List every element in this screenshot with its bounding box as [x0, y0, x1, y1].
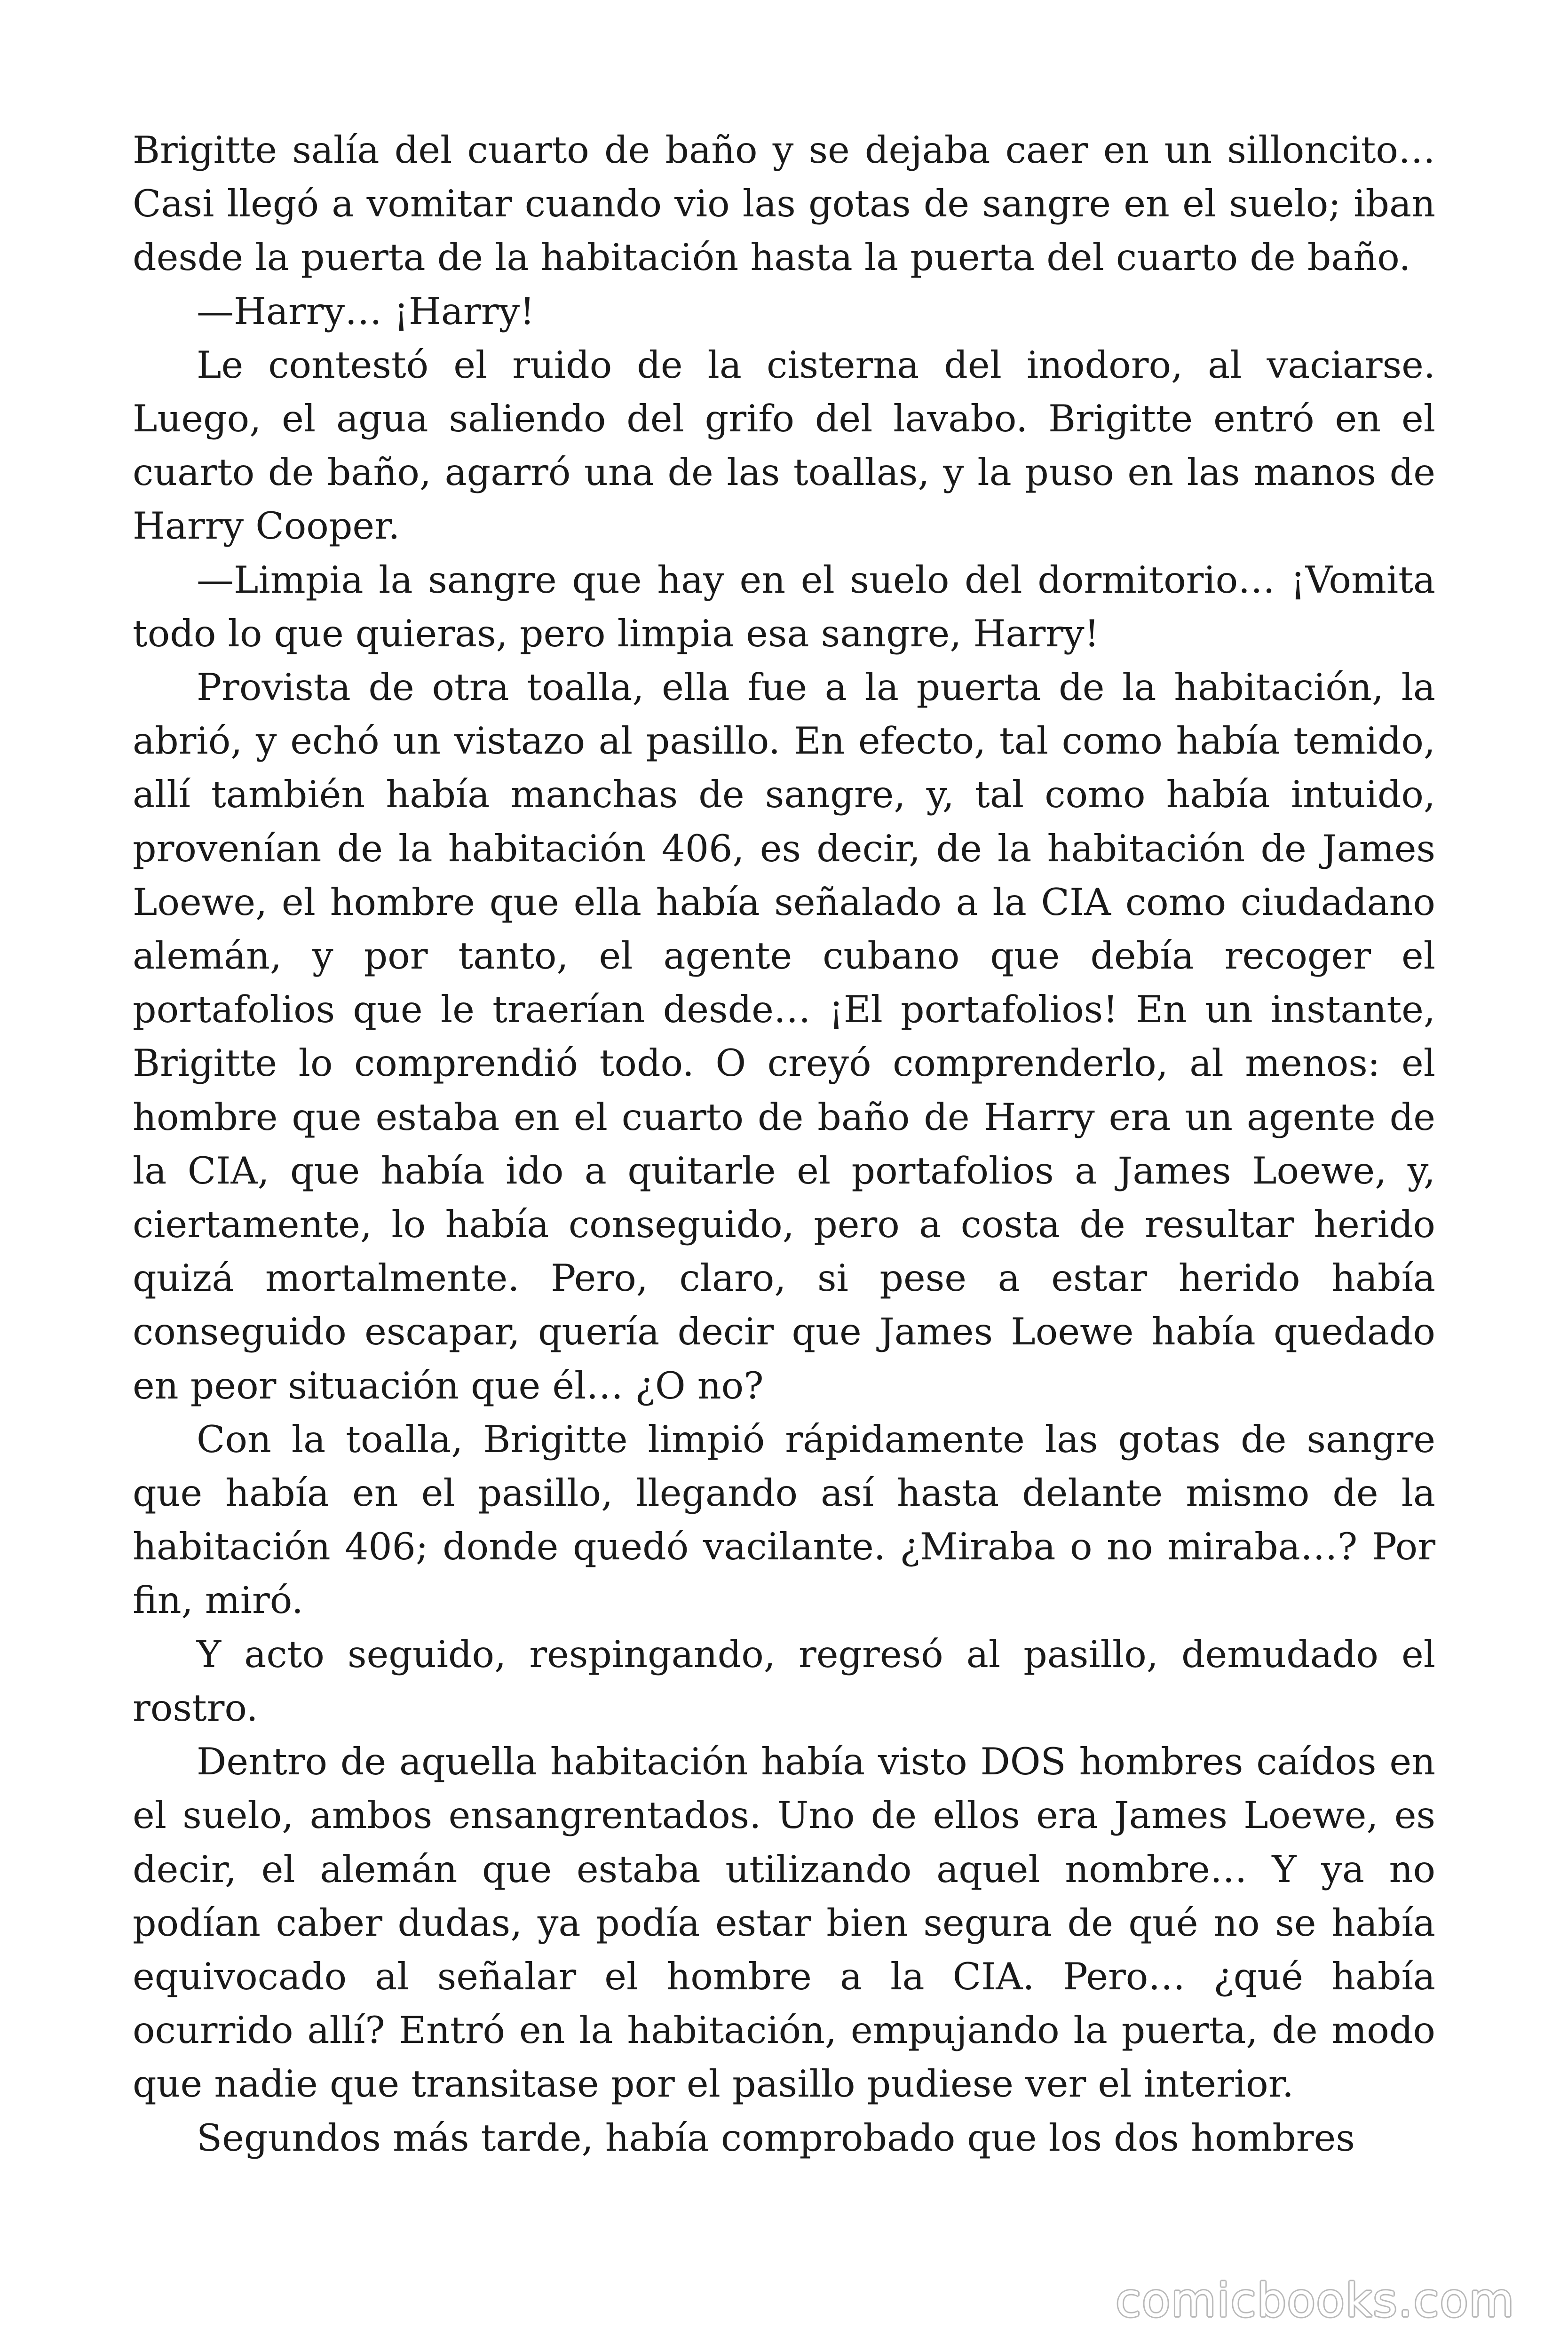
- paragraph-3: Le contestó el ruido de la cisterna del inodoro, al vaciarse. Luego, el agua saliendo del grifo del lavabo. Brigitte entró en el cuarto de baño, agarró una de las toallas, y la puso en las manos de Harry Cooper.: [133, 343, 1435, 548]
- paragraph-8: Dentro de aquella habitación había visto DOS hombres caídos en el suelo, ambos ensangrentados. Uno de ellos era James Loewe, es decir, el alemán que estaba utilizando aquel nombre… Y ya no podían caber dudas, ya podía estar bien segura de qué no se había equivocado al señalar el hombre a la CIA. Pero… ¿qué había ocurrido allí? Entró en la habitación, empujando la puerta, de modo que nadie que transitase por el pasillo pudiese ver el interior.: [133, 1740, 1435, 2106]
- body-text: [133, 123, 1435, 2165]
- paragraph-7: Y acto seguido, respingando, regresó al pasillo, demudado el rostro.: [133, 1632, 1435, 1730]
- paragraph-4: —Limpia la sangre que hay en el suelo del dormitorio… ¡Vomita todo lo que quieras, pero limpia esa sangre, Harry!: [133, 558, 1435, 655]
- paragraph-9: Segundos más tarde, había comprobado que los dos hombres: [197, 2116, 1355, 2160]
- paragraph-5: Provista de otra toalla, ella fue a la puerta de la habitación, la abrió, y echó un vistazo al pasillo. En efecto, tal como había temido, allí también había manchas de sangre, y, tal como había intuido, provenían de la habitación 406, es decir, de la habitación de James Loewe, el hombre que ella había señalado a la CIA como ciudadano alemán, y por tanto, el agente cubano que debía recoger el portafolios que le traerían desde… ¡El portafolios! En un instante, Brigitte lo comprendió todo. O creyó comprenderlo, al menos: el hombre que estaba en el cuarto de baño de Harry era un agente de la CIA, que había ido a quitarle el portafolios a James Loewe, y, ciertamente, lo había conseguido, pero a costa de resultar herido quizá mortalmente. Pero, claro, si pese a estar herido había conseguido escapar, quería decir que James Loewe había quedado en peor situación que él… ¿O no?: [133, 666, 1435, 1407]
- paragraph-2: —Harry… ¡Harry!: [197, 289, 535, 333]
- paragraph-1: Brigitte salía del cuarto de baño y se dejaba caer en un silloncito… Casi llegó a vomitar cuando vio las gotas de sangre en el suelo; iban desde la puerta de la habitación hasta la puerta del cuarto de baño.: [133, 128, 1435, 279]
- watermark: comicbooks.com: [1116, 2274, 1515, 2328]
- paragraph-6: Con la toalla, Brigitte limpió rápidamente las gotas de sangre que había en el pasillo, llegando así hasta delante mismo de la habitación 406; donde quedó vacilante. ¿Miraba o no miraba…? Por fin, miró.: [133, 1417, 1435, 1622]
